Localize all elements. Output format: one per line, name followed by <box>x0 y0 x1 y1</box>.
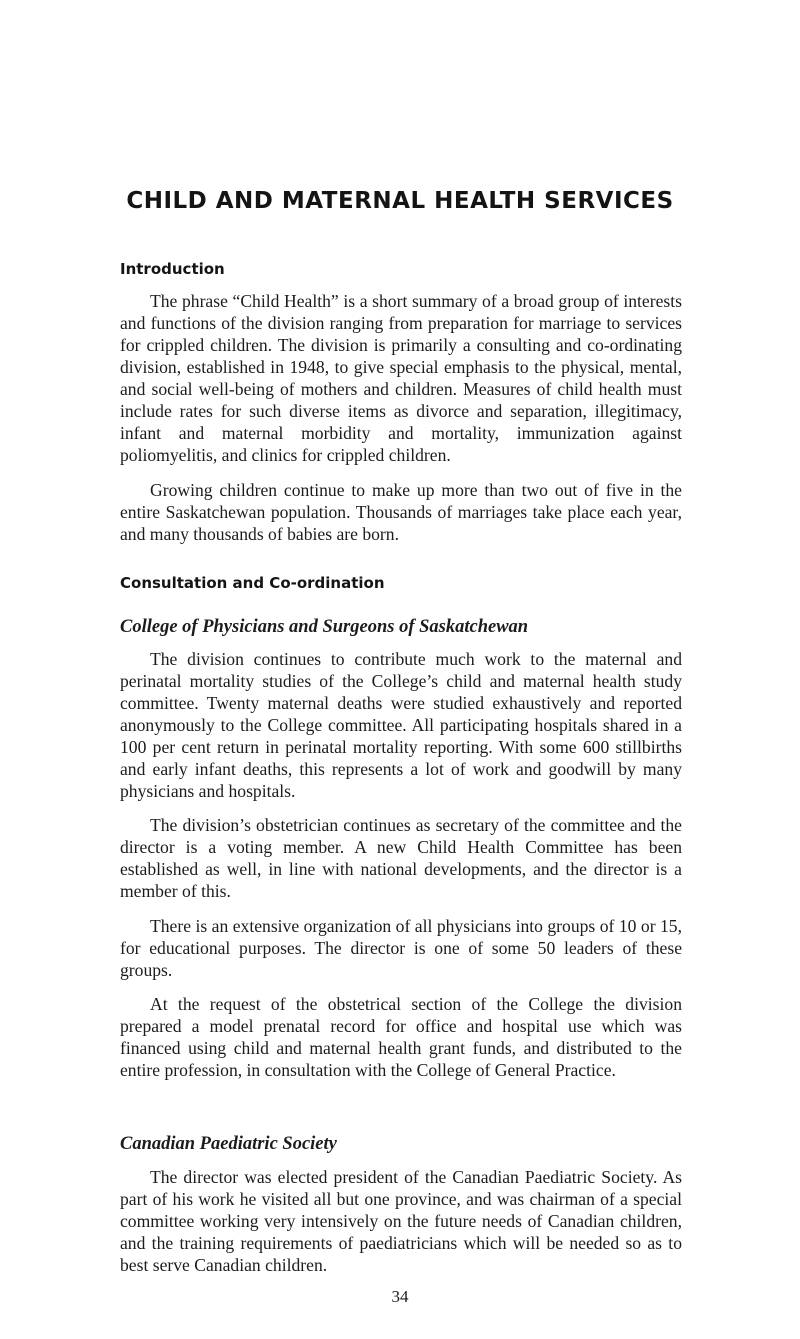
paragraph-introduction-1: The phrase “Child Health” is a short summary of a broad group of interests and functions of the division ranging from preparation for marriage to services for crippled children. The division is primarily a consulting and co-ordinating division, established in 1948, to give special emphasis to the physical, mental, and social well-being of mothers and children. Measures of child health must include rates for such diverse items as divorce and separation, illegitimacy, infant and maternal morbidity and mortality, immunization against poliomyelitis, and clinics for crippled children. <box>120 291 682 465</box>
subheading-paediatric: Canadian Paediatric Society <box>120 1134 337 1154</box>
section-heading-introduction: Introduction <box>120 260 225 278</box>
paragraph-paediatric-1: The director was elected president of the Canadian Paediatric Society. As part of his work he visited all but one province, and was chairman of a special committee working very intensively on the future needs of Canadian children, and the training requirements of paediatricians which will be needed so as to best serve Canadian children. <box>120 1167 682 1275</box>
page-title: CHILD AND MATERNAL HEALTH SERVICES <box>126 188 674 214</box>
paragraph-college-4: At the request of the obstetrical section of the College the division prepared a model prenatal record for office and hospital use which was financed using child and maternal health grant funds, and distributed to the entire profession, in consultation with the College of General Practice. <box>120 994 682 1080</box>
paragraph-college-3: There is an extensive organization of all physicians into groups of 10 or 15, for educational purposes. The director is one of some 50 leaders of these groups. <box>120 916 682 980</box>
paragraph-introduction-2: Growing children continue to make up more than two out of five in the entire Saskatchewan population. Thousands of marriages take place each year, and many thousands of babies are born. <box>120 480 682 544</box>
page-number: 34 <box>391 1287 409 1306</box>
section-heading-consultation: Consultation and Co-ordination <box>120 574 385 592</box>
paragraph-college-2: The division’s obstetrician continues as secretary of the committee and the director is a voting member. A new Child Health Committee has been established as well, in line with national developments, and the director is a member of this. <box>120 815 682 901</box>
paragraph-college-1: The division continues to contribute much work to the maternal and perinatal mortality studies of the College’s child and maternal health study committee. Twenty maternal deaths were studied exhaustively and reported anonymously to the College committee. All participating hospitals shared in a 100 per cent return in perinatal mortality reporting. With some 600 stillbirths and early infant deaths, this represents a lot of work and goodwill by many physicians and hospitals. <box>120 649 682 801</box>
subheading-college: College of Physicians and Surgeons of Saskatchewan <box>120 617 529 637</box>
